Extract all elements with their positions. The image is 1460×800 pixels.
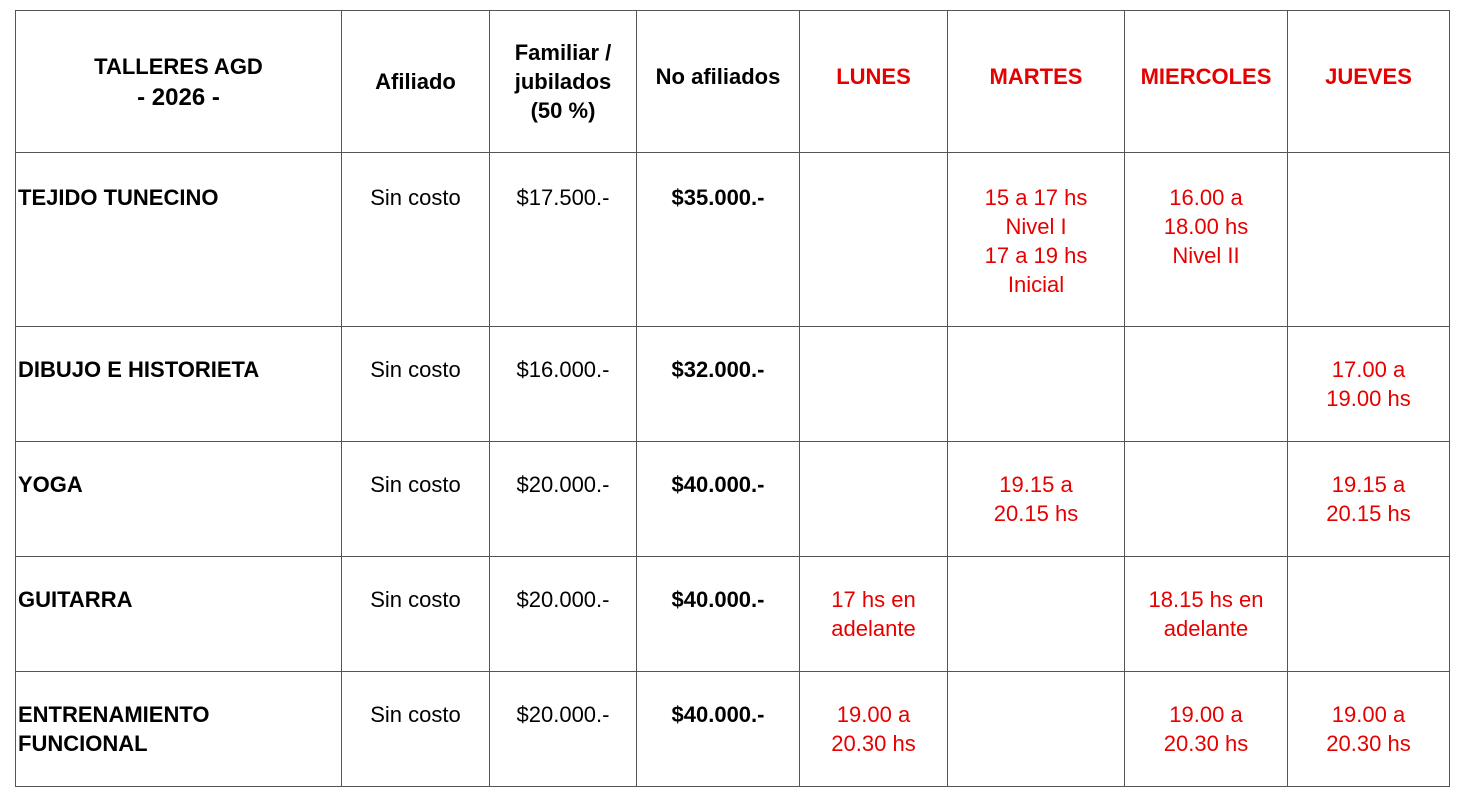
- price-no-afiliados: $40.000.-: [637, 442, 800, 557]
- price-familiar: $20.000.-: [490, 672, 637, 787]
- col-header-miercoles: MIERCOLES: [1125, 11, 1288, 153]
- col-header-martes: MARTES: [948, 11, 1125, 153]
- taller-name-line: FUNCIONAL: [18, 731, 148, 756]
- familiar-line2: jubilados: [514, 69, 612, 94]
- price-afiliado: Sin costo: [342, 153, 490, 327]
- schedule-miercoles: [1125, 557, 1288, 672]
- title-year: - 2026 -: [137, 83, 220, 111]
- schedule-miercoles-line: Nivel II: [1172, 243, 1240, 268]
- table-row: [16, 557, 1450, 672]
- price-familiar: $20.000.-: [490, 557, 637, 672]
- schedule-miercoles-line: 20.30 hs: [1163, 731, 1249, 756]
- schedule-martes: [948, 327, 1125, 442]
- price-no-afiliados: $40.000.-: [637, 557, 800, 672]
- taller-name-line: GUITARRA: [18, 587, 133, 612]
- price-familiar: $20.000.-: [490, 442, 637, 557]
- schedule-martes: [948, 557, 1125, 672]
- schedule-miercoles: [1125, 672, 1288, 787]
- table-row: [16, 327, 1450, 442]
- taller-name-line: DIBUJO E HISTORIETA: [18, 357, 260, 382]
- price-afiliado: Sin costo: [342, 442, 490, 557]
- taller-name-line: YOGA: [18, 472, 83, 497]
- schedule-lunes-line: adelante: [831, 616, 916, 641]
- schedule-martes-line: 17 a 19 hs: [984, 243, 1088, 268]
- taller-name: [16, 327, 342, 442]
- schedule-martes: [948, 672, 1125, 787]
- familiar-line1: Familiar /: [514, 40, 612, 65]
- schedule-jueves: [1288, 557, 1450, 672]
- table-row: [16, 153, 1450, 327]
- schedule-lunes: [800, 557, 948, 672]
- schedule-lunes: [800, 153, 948, 327]
- schedule-martes-line: Nivel I: [1005, 214, 1067, 239]
- price-no-afiliados: $40.000.-: [637, 672, 800, 787]
- table-row: [16, 442, 1450, 557]
- price-afiliado: Sin costo: [342, 672, 490, 787]
- table-body: [16, 153, 1450, 787]
- col-header-afiliado: Afiliado: [342, 11, 490, 153]
- schedule-lunes-line: 20.30 hs: [831, 731, 916, 756]
- title-line1: TALLERES AGD: [94, 53, 263, 79]
- col-header-jueves: JUEVES: [1288, 11, 1450, 153]
- taller-name: [16, 672, 342, 787]
- schedule-jueves-line: 19.00 hs: [1326, 386, 1411, 411]
- schedule-jueves-line: 19.15 a: [1331, 472, 1406, 497]
- schedule-jueves: [1288, 327, 1450, 442]
- schedule-miercoles: [1125, 153, 1288, 327]
- price-no-afiliados: $35.000.-: [637, 153, 800, 327]
- familiar-line3: (50 %): [530, 98, 596, 123]
- schedule-lunes-line: 17 hs en: [831, 587, 916, 612]
- schedule-martes-line: 19.15 a: [999, 472, 1073, 497]
- schedule-martes: [948, 442, 1125, 557]
- schedule-miercoles-line: 16.00 a: [1169, 185, 1243, 210]
- schedule-martes: [948, 153, 1125, 327]
- schedule-martes-line: Inicial: [1007, 272, 1065, 297]
- schedule-miercoles-line: 18.00 hs: [1163, 214, 1249, 239]
- schedule-jueves-line: 20.15 hs: [1326, 501, 1411, 526]
- col-header-no-afiliados: No afiliados: [637, 11, 800, 153]
- price-afiliado: Sin costo: [342, 557, 490, 672]
- schedule-lunes: [800, 672, 948, 787]
- schedule-jueves: [1288, 672, 1450, 787]
- schedule-lunes-line: 19.00 a: [836, 702, 911, 727]
- schedule-jueves: [1288, 153, 1450, 327]
- price-no-afiliados: $32.000.-: [637, 327, 800, 442]
- price-afiliado: Sin costo: [342, 327, 490, 442]
- price-familiar: $17.500.-: [490, 153, 637, 327]
- table-row: [16, 672, 1450, 787]
- header-row: [16, 11, 1450, 153]
- col-header-lunes: LUNES: [800, 11, 948, 153]
- taller-name-line: TEJIDO TUNECINO: [18, 185, 219, 210]
- schedule-jueves-line: 19.00 a: [1331, 702, 1406, 727]
- schedule-martes-line: 20.15 hs: [993, 501, 1079, 526]
- taller-name: [16, 557, 342, 672]
- taller-name: [16, 442, 342, 557]
- schedule-miercoles-line: adelante: [1163, 616, 1249, 641]
- schedule-jueves-line: 17.00 a: [1331, 357, 1406, 382]
- talleres-table: [15, 10, 1450, 787]
- schedule-miercoles: [1125, 442, 1288, 557]
- col-header-familiar: [490, 11, 637, 153]
- price-familiar: $16.000.-: [490, 327, 637, 442]
- schedule-lunes: [800, 327, 948, 442]
- schedule-miercoles-line: 19.00 a: [1169, 702, 1243, 727]
- table-title: [16, 11, 342, 153]
- taller-name: [16, 153, 342, 327]
- schedule-miercoles-line: 18.15 hs en: [1148, 587, 1264, 612]
- schedule-lunes: [800, 442, 948, 557]
- schedule-jueves: [1288, 442, 1450, 557]
- taller-name-line: ENTRENAMIENTO: [18, 702, 210, 727]
- schedule-martes-line: 15 a 17 hs: [984, 185, 1088, 210]
- schedule-jueves-line: 20.30 hs: [1326, 731, 1411, 756]
- schedule-miercoles: [1125, 327, 1288, 442]
